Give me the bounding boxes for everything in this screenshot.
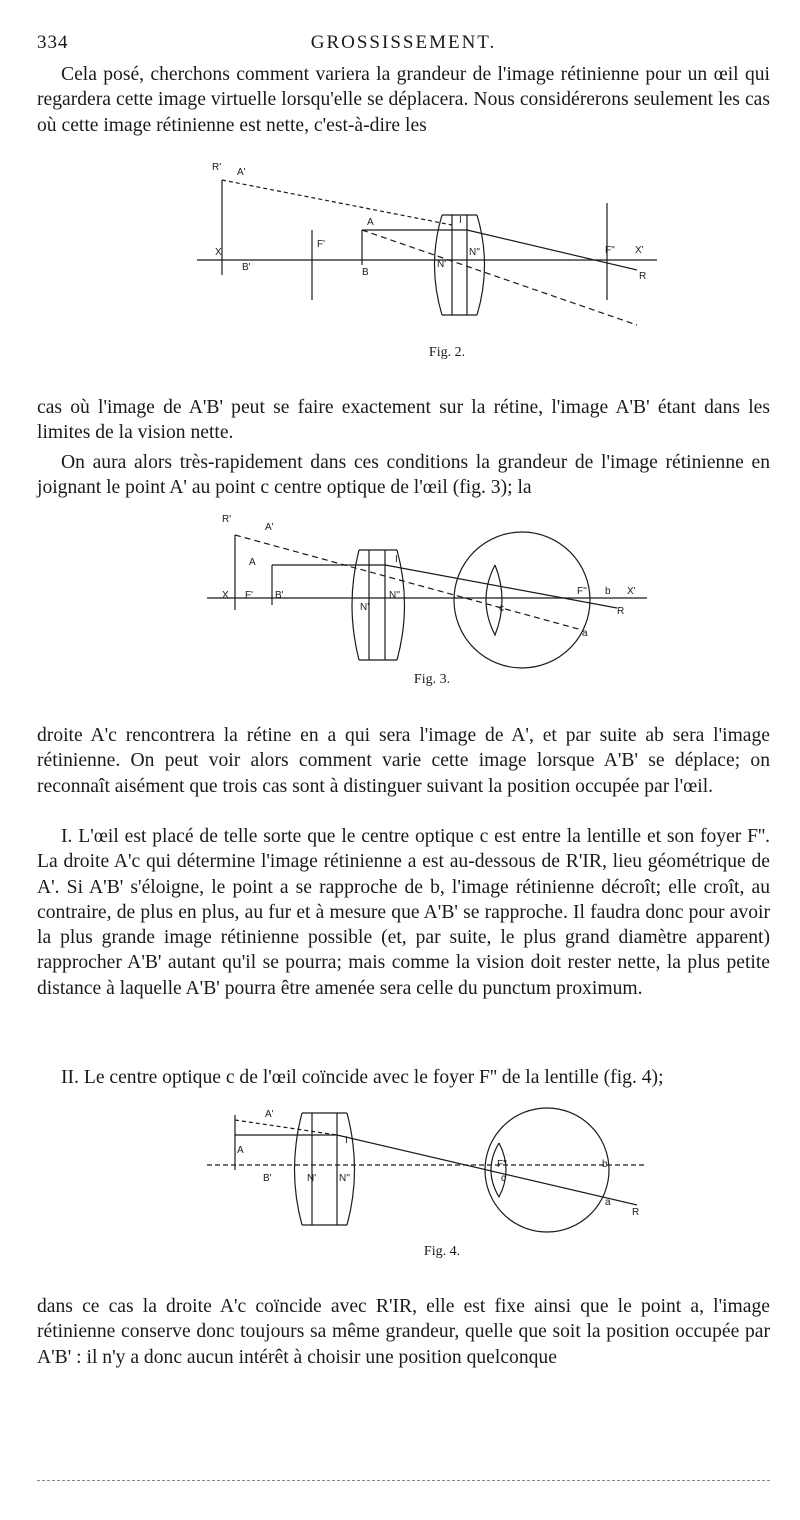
label-Bp: B' bbox=[263, 1173, 272, 1184]
label-c: c bbox=[499, 603, 504, 614]
label-X: X bbox=[215, 247, 222, 258]
label-a: a bbox=[605, 1197, 611, 1208]
label-A: A bbox=[367, 217, 374, 228]
ray-dashed-top bbox=[235, 1120, 337, 1135]
page-number: 334 bbox=[37, 32, 69, 53]
figure-3 bbox=[177, 510, 657, 675]
label-I: I bbox=[459, 215, 462, 226]
label-b: b bbox=[602, 1159, 608, 1170]
label-Xp: X' bbox=[635, 245, 644, 256]
paragraph-1: Cela posé, cherchons comment variera la grandeur de l'image rétinienne pour un œil qui regardera cette image virtuelle lorsqu'elle se déplacera. Nous considérerons seulement les cas où cette image rétinienne est nette, c'est-à-dire les bbox=[37, 64, 770, 136]
label-Np: N' bbox=[360, 602, 370, 613]
paragraph-7: dans ce cas la droite A'c coïncide avec R'IR, elle est fixe ainsi que le point a, l'image rétinienne conserve donc toujours sa même grandeur, quelle que soit la position occupée par A'B' : il n'y a donc aucun intérêt à choisir une position quelconque bbox=[37, 1296, 770, 1368]
figure-2-caption: Fig. 2. bbox=[428, 345, 466, 360]
figure-4-diagram bbox=[187, 1105, 667, 1245]
chapter-title: GROSSISSEMENT. bbox=[310, 32, 497, 53]
label-Rp: R' bbox=[212, 162, 222, 173]
label-Fpp: F'' bbox=[605, 245, 615, 256]
label-Ap: A' bbox=[265, 1109, 274, 1120]
label-c: c bbox=[501, 1173, 506, 1184]
eye-crystalline-lens bbox=[491, 1143, 506, 1197]
label-R: R bbox=[632, 1207, 640, 1218]
ray-through-focus bbox=[337, 1135, 637, 1205]
figure-2 bbox=[187, 155, 667, 340]
label-Xp: X' bbox=[627, 586, 636, 597]
eye-globe bbox=[485, 1108, 609, 1232]
label-B: B bbox=[362, 267, 369, 278]
page-footer-rule bbox=[37, 1480, 770, 1481]
figure-4-caption: Fig. 4. bbox=[423, 1244, 461, 1259]
label-Np: N' bbox=[437, 259, 447, 270]
label-R: R bbox=[617, 606, 625, 617]
label-Npp: N'' bbox=[389, 590, 401, 601]
label-Rp: R' bbox=[222, 514, 232, 525]
label-Ap: A' bbox=[265, 522, 274, 533]
label-I: I bbox=[395, 554, 398, 565]
label-Np: N' bbox=[307, 1173, 317, 1184]
label-a: a bbox=[582, 628, 588, 639]
label-R: R bbox=[639, 271, 647, 282]
figure-3-caption: Fig. 3. bbox=[413, 672, 451, 687]
ray-through-center bbox=[362, 230, 637, 325]
ray-to-retina bbox=[235, 535, 582, 630]
ray-dashed-top bbox=[222, 180, 452, 225]
label-Fp: F' bbox=[245, 590, 254, 601]
eye-globe bbox=[454, 532, 590, 668]
figure-3-diagram bbox=[177, 510, 657, 675]
running-header bbox=[37, 32, 770, 54]
label-A: A bbox=[249, 557, 256, 568]
label-A: A bbox=[237, 1145, 244, 1156]
label-Fpp: F'' bbox=[577, 586, 587, 597]
label-Npp: N'' bbox=[339, 1173, 351, 1184]
eye-crystalline-lens bbox=[486, 565, 502, 635]
book-page bbox=[37, 0, 770, 1520]
label-Fp: F' bbox=[317, 239, 326, 250]
paragraph-3: On aura alors très-rapidement dans ces conditions la grandeur de l'image rétinienne en joignant le point A' au point c centre optique de l'œil (fig. 3); la bbox=[37, 452, 770, 499]
lens-outline bbox=[295, 1113, 355, 1225]
label-I: I bbox=[345, 1135, 348, 1146]
label-X: X bbox=[222, 590, 229, 601]
figure-4 bbox=[187, 1105, 667, 1245]
paragraph-6: II. Le centre optique c de l'œil coïncide avec le foyer F'' de la lentille (fig. 4); bbox=[61, 1067, 664, 1088]
label-Bp: B' bbox=[275, 590, 284, 601]
label-Fpp: F'' bbox=[497, 1159, 507, 1170]
paragraph-5: I. L'œil est placé de telle sorte que le centre optique c est entre la lentille et son foyer F''. La droite A'c qui détermine l'image rétinienne a est au-dessous de R'IR, lieu géométrique de A'. Si A'B' s'éloigne, le point a se rapproche de b, l'image rétinienne décroît; elle croît, au contraire, de plus en plus, au fur et à mesure que A'B' se rapproche. Il faudra donc pour avoir la plus grande image rétinienne possible (et, par suite, le plus grand diamètre apparent) rapprocher A'B' autant qu'il se pourra; mais comme la vision doit rester nette, la plus petite distance à laquelle A'B' pourra être amenée sera celle du punctum proximum. bbox=[37, 826, 770, 999]
figure-2-diagram bbox=[187, 155, 667, 340]
label-b: b bbox=[605, 586, 611, 597]
paragraph-4: droite A'c rencontrera la rétine en a qui sera l'image de A', et par suite ab sera l'image rétinienne. On peut voir alors comment varie cette image lorsque A'B' se déplace; on reconnaît aisément que trois cas sont à distinguer suivant la position occupée par l'œil. bbox=[37, 725, 770, 797]
label-Npp: N'' bbox=[469, 247, 481, 258]
label-Ap: A' bbox=[237, 167, 246, 178]
label-Bp: B' bbox=[242, 262, 251, 273]
paragraph-2: cas où l'image de A'B' peut se faire exactement sur la rétine, l'image A'B' étant dans les limites de la vision nette. bbox=[37, 397, 770, 444]
